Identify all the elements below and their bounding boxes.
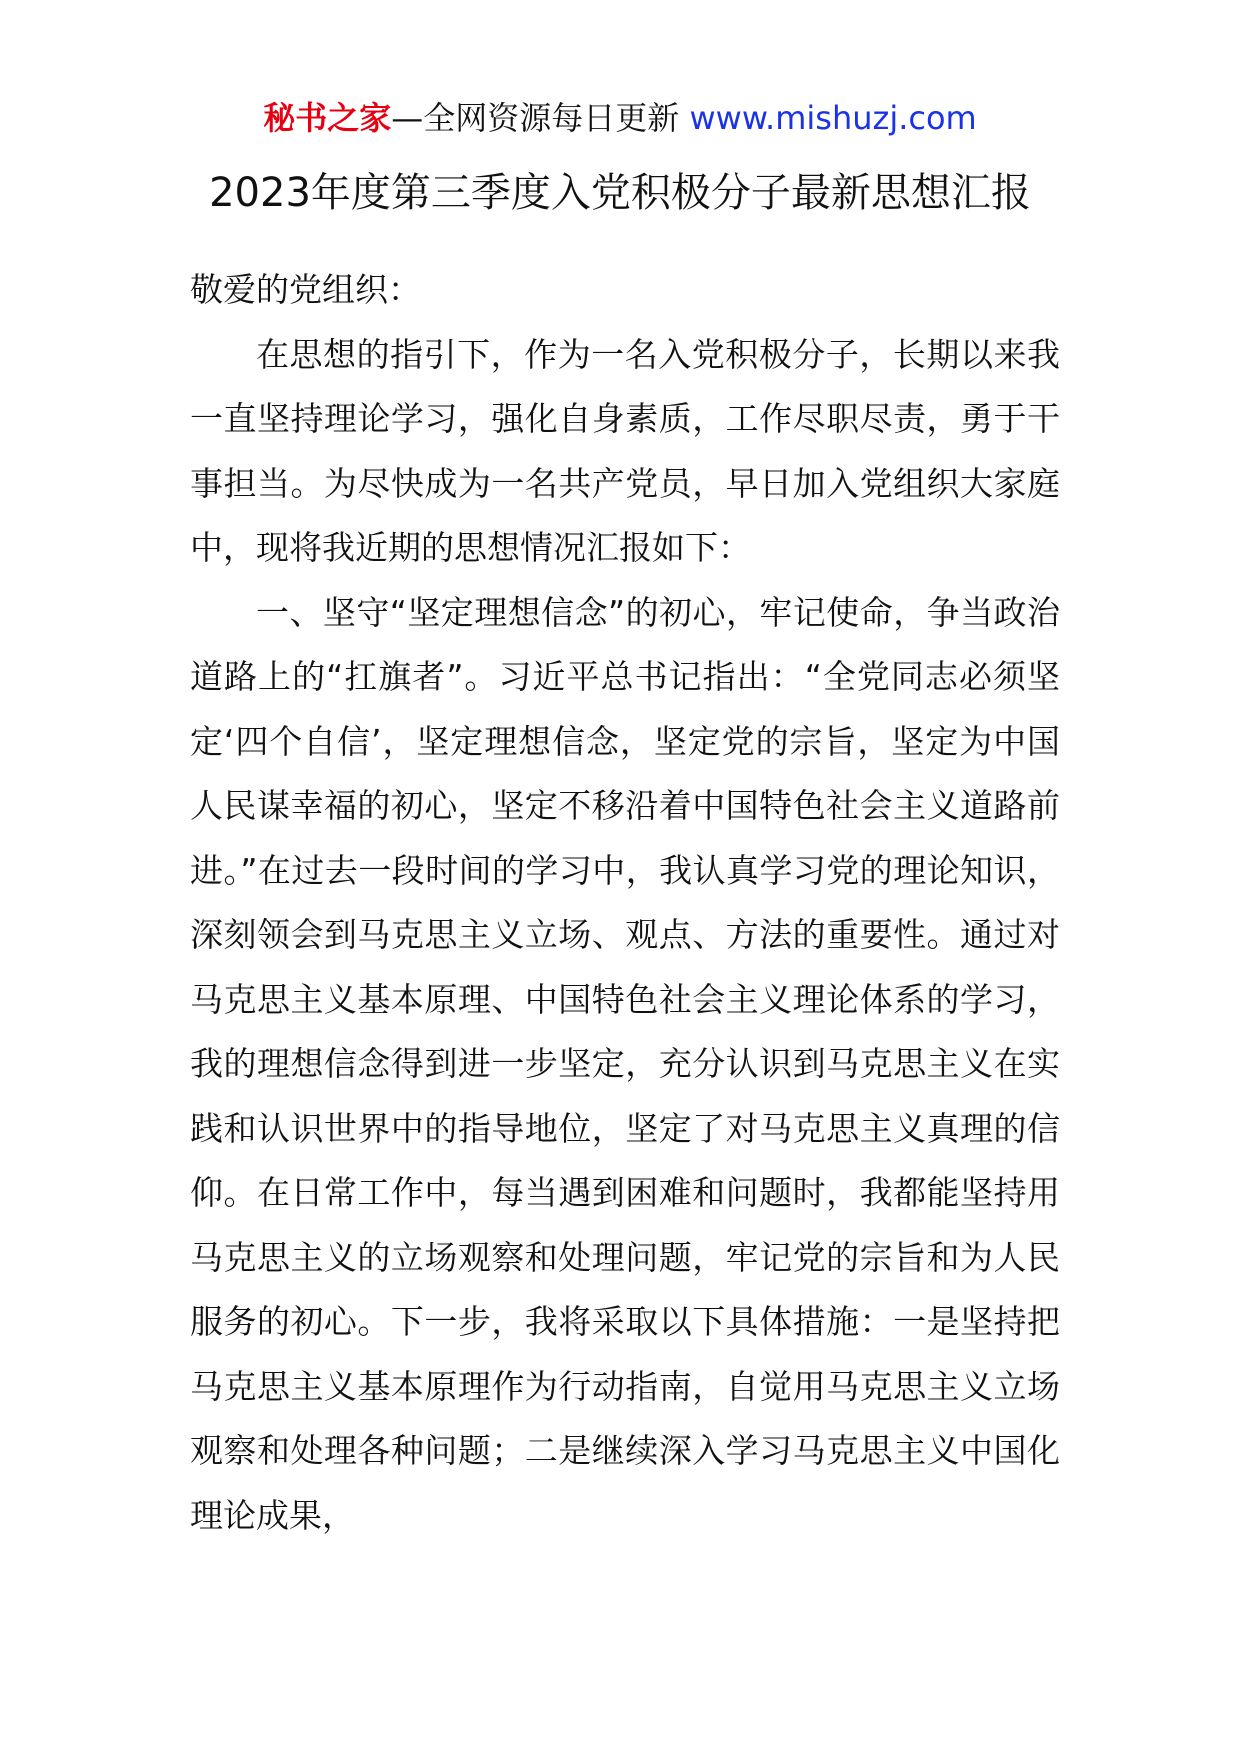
salutation: 敬爱的党组织： xyxy=(190,270,421,309)
site-header xyxy=(0,98,1240,138)
header-tagline: —全网资源每日更新 xyxy=(391,99,680,137)
document-title: 2023年度第三季度入党积极分子最新思想汇报 xyxy=(209,170,1031,216)
paragraph-section-one: 一、坚守“坚定理想信念”的初心，牢记使命，争当政治道路上的“扛旗者”。习近平总书记指出：“全党同志必须坚定‘四个自信’，坚定理想信念，坚定党的宗旨，坚定为中国人民谋幸福的初心，坚定不移沿着中国特色社会主义道路前进。”在过去一段时间的学习中，我认真学习党的理论知识，深刻领会到马克思主义立场、观点、方法的重要性。通过对马克思主义基本原理、中国特色社会主义理论体系的学习，我的理想信念得到进一步坚定，充分认识到马克思主义在实践和认识世界中的指导地位，坚定了对马克思主义真理的信仰。在日常工作中，每当遇到困难和问题时，我都能坚持用马克思主义的立场观察和处理问题，牢记党的宗旨和为人民服务的初心。下一步，我将采取以下具体措施：一是坚持把马克思主义基本原理作为行动指南，自觉用马克思主义立场观察和处理各种问题；二是继续深入学习马克思主义中国化理论成果， xyxy=(190,592,1060,1535)
site-url-link[interactable]: www.mishuzj.com xyxy=(689,99,977,137)
document-body xyxy=(190,258,1060,1548)
paragraph-intro: 在思想的指引下，作为一名入党积极分子，长期以来我一直坚持理论学习，强化自身素质，工作尽职尽责，勇于干事担当。为尽快成为一名共产党员，早日加入党组织大家庭中，现将我近期的思想情况汇报如下： xyxy=(190,334,1060,567)
brand-name: 秘书之家 xyxy=(263,99,392,137)
